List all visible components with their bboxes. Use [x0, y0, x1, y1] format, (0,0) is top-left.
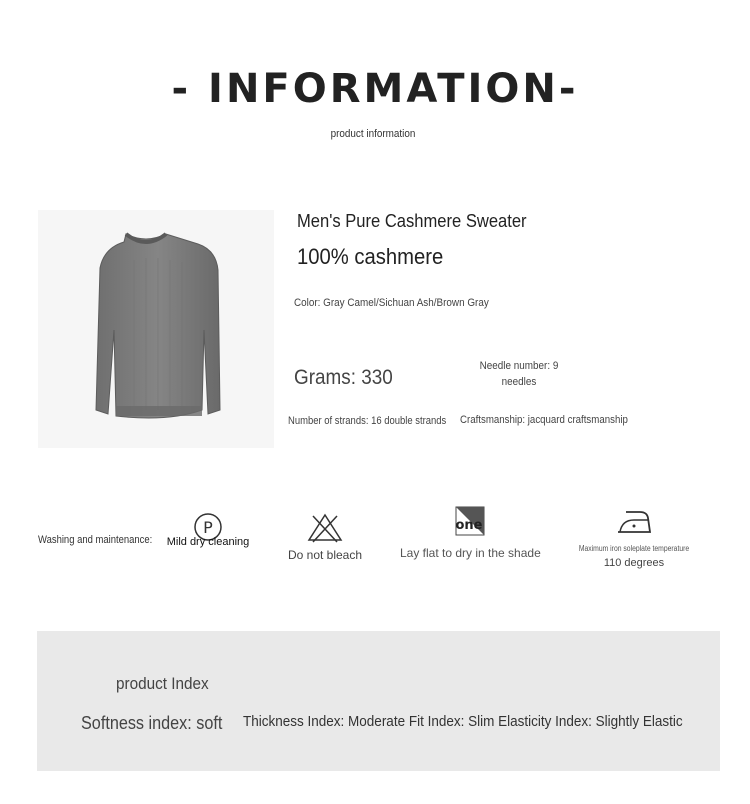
care-caption: 110 degrees	[603, 557, 665, 569]
product-name: Men's Pure Cashmere Sweater	[297, 211, 527, 231]
page-title: - INFORMATION-	[171, 66, 579, 112]
product-color: Color: Gray Camel/Sichuan Ash/Brown Gray	[294, 297, 489, 309]
product-photo	[38, 210, 274, 448]
dry-flat-shade-icon	[455, 506, 485, 536]
page-subtitle: product information	[330, 128, 416, 140]
care-caption: Do not bleach	[287, 548, 363, 562]
product-index-panel	[37, 631, 720, 771]
product-craftsmanship: Craftsmanship: jacquard craftsmanship	[460, 414, 628, 426]
product-grams: Grams: 330	[294, 366, 393, 389]
care-item-dry-clean	[160, 512, 256, 548]
product-material: 100% cashmere	[297, 244, 444, 269]
sweater-image	[38, 210, 274, 448]
washing-label: Washing and maintenance:	[38, 534, 153, 546]
iron-note: Maximum iron soleplate temperature	[578, 544, 690, 553]
care-item-dry-flat	[400, 506, 540, 560]
care-item-no-bleach	[280, 512, 370, 562]
product-strands: Number of strands: 16 double strands	[288, 415, 447, 427]
care-caption: Lay flat to dry in the shade	[400, 546, 541, 560]
dry-flat-icon-text: one	[455, 518, 483, 533]
care-caption: Mild dry cleaning	[166, 536, 250, 548]
index-title: product Index	[116, 674, 209, 693]
svg-text:P: P	[203, 518, 213, 537]
softness-index: Softness index: soft	[81, 713, 223, 733]
other-indices: Thickness Index: Moderate Fit Index: Slim Elasticity Index: Slightly Elastic	[243, 713, 683, 730]
product-needle: Needle number: 9 needles	[479, 360, 559, 388]
do-not-bleach-icon	[305, 512, 345, 544]
iron-icon	[614, 508, 654, 536]
care-item-iron	[566, 508, 702, 569]
